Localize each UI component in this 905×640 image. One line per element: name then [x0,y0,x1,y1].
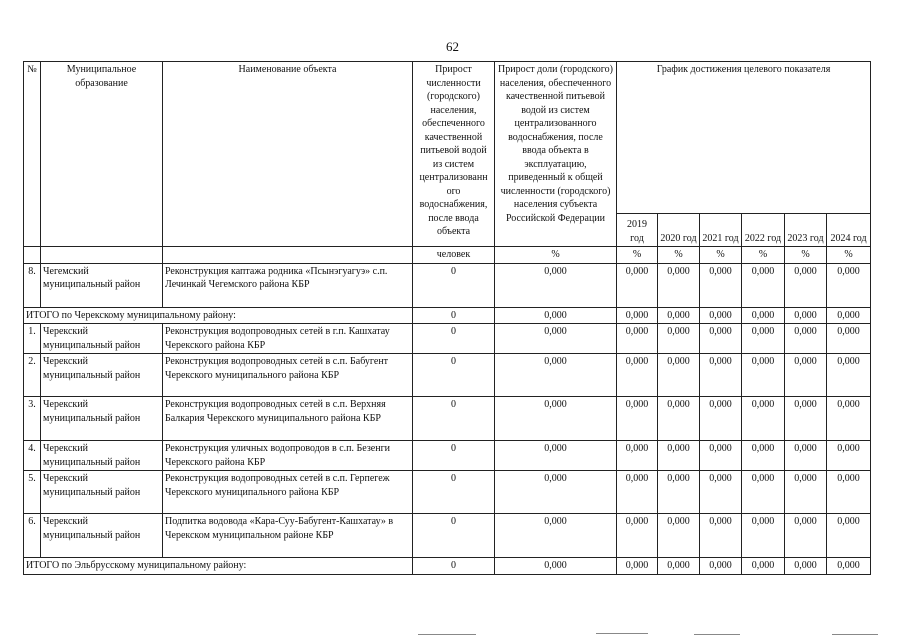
row-year-2023: 0,000 [785,441,827,471]
total-year-2021: 0,000 [700,558,742,575]
row-year-2020: 0,000 [658,324,700,354]
row-share: 0,000 [495,397,617,441]
row-year-2020: 0,000 [658,354,700,397]
row-number: 5. [24,471,41,514]
row-year-2020: 0,000 [658,441,700,471]
row-object: Реконструкция каптажа родника «Псынэгуагуэ» с.п. Лечинкай Чегемского района КБР [163,263,413,307]
row-year-2021: 0,000 [700,354,742,397]
total-year-2019: 0,000 [617,307,658,324]
row-municipality: Черекский муниципальный район [41,514,163,558]
row-people: 0 [413,397,495,441]
row-people: 0 [413,471,495,514]
row-year-2023: 0,000 [785,514,827,558]
total-year-2023: 0,000 [785,558,827,575]
row-municipality: Черекский муниципальный район [41,324,163,354]
unit-year: % [827,247,871,264]
row-year-2022: 0,000 [742,324,785,354]
row-municipality: Черекский муниципальный район [41,471,163,514]
row-share: 0,000 [495,263,617,307]
row-year-2019: 0,000 [617,441,658,471]
header-schedule: График достижения целевого показателя [617,62,871,214]
table-row [24,263,871,307]
row-year-2019: 0,000 [617,471,658,514]
scan-line-decoration [596,633,648,634]
unit-year: % [617,247,658,264]
scan-line-decoration [832,634,878,635]
row-number: 8. [24,263,41,307]
unit-year: % [658,247,700,264]
header-year-2021: 2021 год [700,214,742,247]
row-number: 3. [24,397,41,441]
row-year-2019: 0,000 [617,263,658,307]
row-object: Реконструкция уличных водопроводов в с.п. Безенги Черекского района КБР [163,441,413,471]
row-share: 0,000 [495,514,617,558]
row-year-2024: 0,000 [827,263,871,307]
row-year-2022: 0,000 [742,471,785,514]
row-year-2020: 0,000 [658,471,700,514]
row-year-2023: 0,000 [785,471,827,514]
page-number: 62 [446,39,459,54]
table-row [24,514,871,558]
total-people: 0 [413,558,495,575]
row-number: 2. [24,354,41,397]
row-year-2021: 0,000 [700,441,742,471]
row-year-2023: 0,000 [785,263,827,307]
row-year-2024: 0,000 [827,354,871,397]
row-year-2019: 0,000 [617,324,658,354]
row-year-2022: 0,000 [742,263,785,307]
row-municipality: Черекский муниципальный район [41,354,163,397]
row-share: 0,000 [495,324,617,354]
row-share: 0,000 [495,471,617,514]
total-row [24,558,871,575]
row-object: Реконструкция водопроводных сетей в с.п. Бабугент Черекского муниципального района КБР [163,354,413,397]
row-share: 0,000 [495,354,617,397]
scan-line-decoration [418,634,476,635]
unit-empty-no [24,247,41,264]
row-year-2021: 0,000 [700,263,742,307]
header-year-2024: 2024 год [827,214,871,247]
row-year-2022: 0,000 [742,354,785,397]
total-row [24,307,871,324]
table-row [24,441,871,471]
row-year-2023: 0,000 [785,354,827,397]
total-year-2020: 0,000 [658,558,700,575]
row-municipality: Чегемский муниципальный район [41,263,163,307]
row-year-2024: 0,000 [827,471,871,514]
table-row [24,324,871,354]
row-year-2021: 0,000 [700,397,742,441]
row-people: 0 [413,263,495,307]
row-year-2020: 0,000 [658,397,700,441]
row-year-2022: 0,000 [742,441,785,471]
total-year-2019: 0,000 [617,558,658,575]
unit-year: % [700,247,742,264]
row-people: 0 [413,441,495,471]
row-object: Реконструкция водопроводных сетей в г.п. Кашхатау Черекского района КБР [163,324,413,354]
row-year-2021: 0,000 [700,471,742,514]
scan-line-decoration [694,634,740,635]
header-population-growth: Прирост численности (городского) населения, обеспеченного качественной питьевой водой из систем централизованн ого водоснабжения, после ввода объекта [413,62,495,247]
row-year-2019: 0,000 [617,514,658,558]
row-municipality: Черекский муниципальный район [41,441,163,471]
header-share-growth: Прирост доли (городского) населения, обеспеченного качественной питьевой водой из систем централизованного водоснабжения, после ввода объекта в эксплуатацию, приведенный к общей численности (городского) населения субъекта Российской Федерации [495,62,617,247]
total-year-2020: 0,000 [658,307,700,324]
unit-share: % [495,247,617,264]
table-row [24,354,871,397]
row-object: Реконструкция водопроводных сетей в с.п. Герпегеж Черекского муниципального района КБР [163,471,413,514]
header-year-2019: 2019 год [617,214,658,247]
header-year-2020: 2020 год [658,214,700,247]
row-year-2023: 0,000 [785,397,827,441]
row-year-2020: 0,000 [658,263,700,307]
total-people: 0 [413,307,495,324]
unit-empty-municipality [41,247,163,264]
total-year-2024: 0,000 [827,558,871,575]
row-number: 4. [24,441,41,471]
header-year-2023: 2023 год [785,214,827,247]
header-municipality: Муниципальное образование [41,62,163,247]
row-year-2019: 0,000 [617,397,658,441]
target-indicator-table [23,61,871,575]
unit-year: % [785,247,827,264]
row-object: Подпитка водовода «Кара-Суу-Бабугент-Кашхатау» в Черекском муниципальном районе КБР [163,514,413,558]
row-people: 0 [413,354,495,397]
row-year-2021: 0,000 [700,514,742,558]
row-year-2022: 0,000 [742,514,785,558]
total-year-2021: 0,000 [700,307,742,324]
total-label: ИТОГО по Эльбрусскому муниципальному району: [24,558,413,575]
row-people: 0 [413,324,495,354]
row-object: Реконструкция водопроводных сетей в с.п. Верхняя Балкария Черекского муниципального района КБР [163,397,413,441]
total-year-2022: 0,000 [742,558,785,575]
unit-empty-object [163,247,413,264]
total-label: ИТОГО по Черекскому муниципальному району: [24,307,413,324]
row-people: 0 [413,514,495,558]
row-number: 1. [24,324,41,354]
table-body [24,263,871,574]
row-year-2024: 0,000 [827,441,871,471]
row-year-2022: 0,000 [742,397,785,441]
row-number: 6. [24,514,41,558]
total-share: 0,000 [495,307,617,324]
row-share: 0,000 [495,441,617,471]
row-municipality: Черекский муниципальный район [41,397,163,441]
row-year-2024: 0,000 [827,324,871,354]
row-year-2020: 0,000 [658,514,700,558]
total-year-2024: 0,000 [827,307,871,324]
total-year-2022: 0,000 [742,307,785,324]
row-year-2019: 0,000 [617,354,658,397]
header-object: Наименование объекта [163,62,413,247]
row-year-2024: 0,000 [827,397,871,441]
header-no: № [24,62,41,247]
total-year-2023: 0,000 [785,307,827,324]
table-row [24,471,871,514]
header-year-2022: 2022 год [742,214,785,247]
row-year-2023: 0,000 [785,324,827,354]
table-row [24,397,871,441]
unit-people: человек [413,247,495,264]
row-year-2024: 0,000 [827,514,871,558]
total-share: 0,000 [495,558,617,575]
unit-year: % [742,247,785,264]
row-year-2021: 0,000 [700,324,742,354]
